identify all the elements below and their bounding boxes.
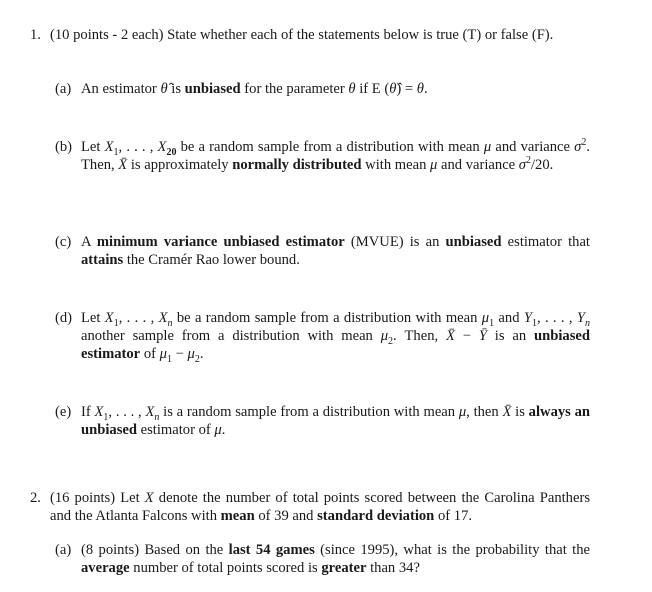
statement-e-text: If $X_1$, . . . , $X_n$ is a random sample from a distribution with mean μ, then X̄ is always an unbiased estimator of μ. <box>81 404 591 438</box>
problem-1-intro: (10 points - 2 each) State whether each of the statements below is true (T) or false (F). <box>50 27 554 43</box>
part-label: (c) <box>55 234 72 250</box>
problem-2 <box>30 489 590 525</box>
statement-b <box>55 138 590 174</box>
statement-b-text: Let $X_1$, . . . , $X_{20}$ be a random sample from a distribution with mean μ and variance $\sigma^2$. Then, X̄ is approximately normally distributed with mean μ and variance $\sigma^2/20$. <box>81 137 591 173</box>
part-label: (e) <box>55 404 72 420</box>
problem-number: 2. <box>30 490 41 506</box>
statement-c-text: A minimum variance unbiased estimator (MVUE) is an unbiased estimator that attains the Cramér Rao lower bound. <box>81 234 590 268</box>
part-label: (a) <box>55 542 72 558</box>
statement-a-text: An estimator θ̂ is unbiased for the parameter θ if E (θ̂) = θ. <box>81 81 428 97</box>
part-label: (a) <box>55 81 72 97</box>
statement-d-text: Let $X_1$, . . . , $X_n$ be a random sample from a distribution with mean $\mu_1$ and $Y_1$, . . . , $Y_n$ another sample from a distribution with mean $\mu_2$. Then, X̄ − Ȳ is an unbiased estimator of $\mu_1 - \mu_2$. <box>81 310 591 365</box>
statement-d <box>55 309 590 363</box>
problem-2-part-a <box>55 541 590 577</box>
problem-1 <box>30 26 590 44</box>
statement-c <box>55 233 590 269</box>
part-label: (b) <box>55 139 73 155</box>
problem-number: 1. <box>30 27 41 43</box>
statement-e <box>55 403 590 439</box>
statement-a <box>55 80 590 98</box>
problem-2-part-a-text: (8 points) Based on the last 54 games (since 1995), what is the probability that the average number of total points scored is greater than 34? <box>81 542 590 576</box>
part-label: (d) <box>55 310 73 326</box>
problem-2-intro: (16 points) Let X denote the number of total points scored between the Carolina Panthers and the Atlanta Falcons with mean of 39 and standard deviation of 17. <box>50 490 590 524</box>
